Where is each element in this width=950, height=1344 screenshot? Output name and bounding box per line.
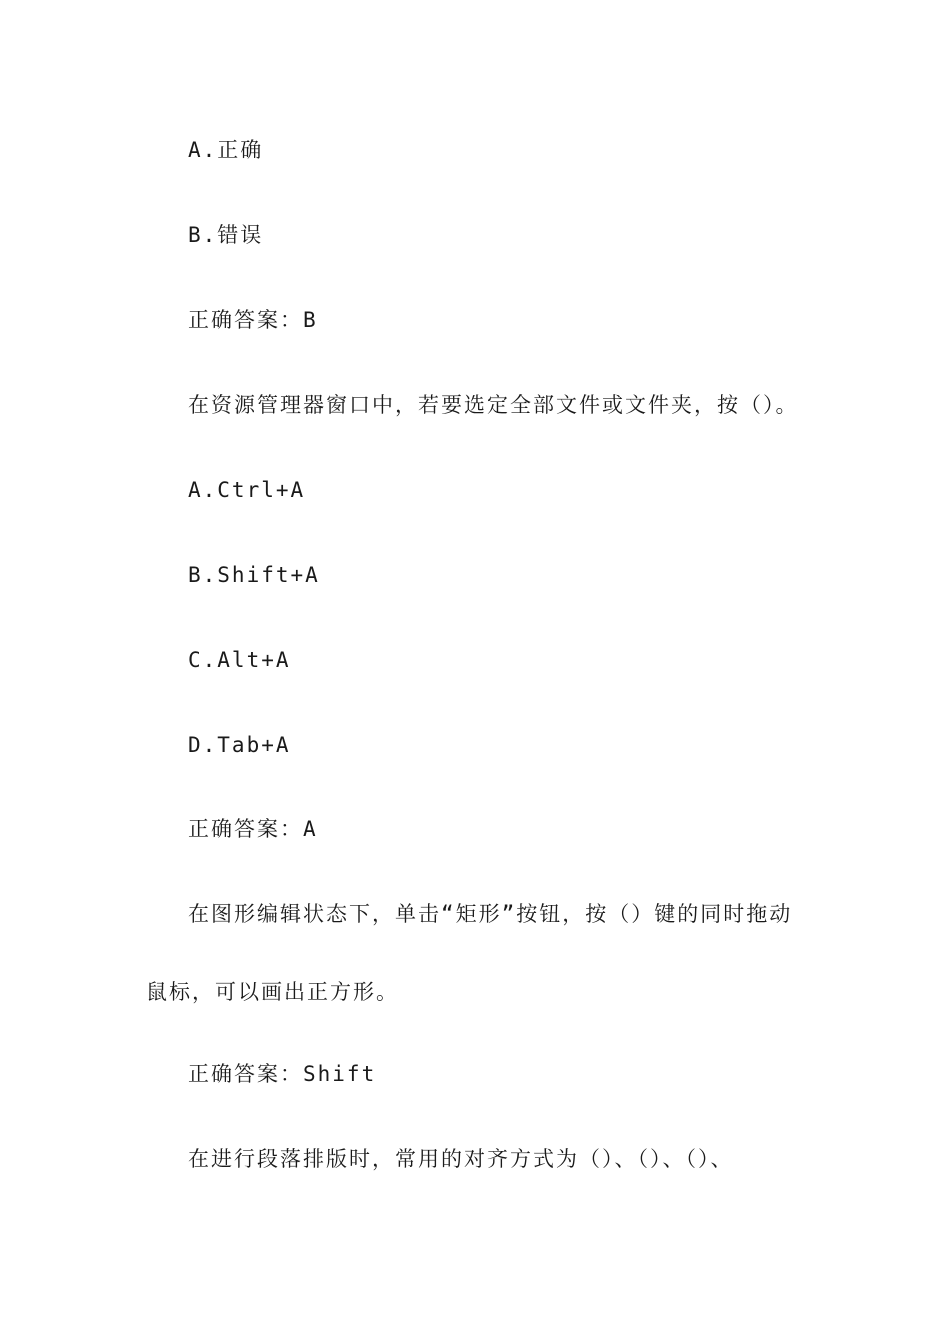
option-a-ctrl: A.Ctrl+A [188, 478, 306, 502]
option-d-tab: D.Tab+A [188, 733, 291, 757]
option-a-correct: A.正确 [188, 138, 264, 162]
question-square: 在图形编辑状态下，单击“矩形”按钮，按（）键的同时拖动 [188, 902, 793, 926]
option-b-shift: B.Shift+A [188, 563, 320, 587]
option-b-wrong: B.错误 [188, 223, 264, 247]
answer-2: 正确答案：A [188, 817, 318, 841]
question-alignment: 在进行段落排版时，常用的对齐方式为（）、（）、（）、 [188, 1147, 734, 1171]
answer-1: 正确答案：B [188, 308, 318, 332]
answer-3: 正确答案：Shift [188, 1062, 377, 1086]
question-select-all: 在资源管理器窗口中，若要选定全部文件或文件夹，按（）。 [188, 393, 799, 417]
option-c-alt: C.Alt+A [188, 648, 291, 672]
question-square-cont: 鼠标，可以画出正方形。 [146, 980, 399, 1004]
